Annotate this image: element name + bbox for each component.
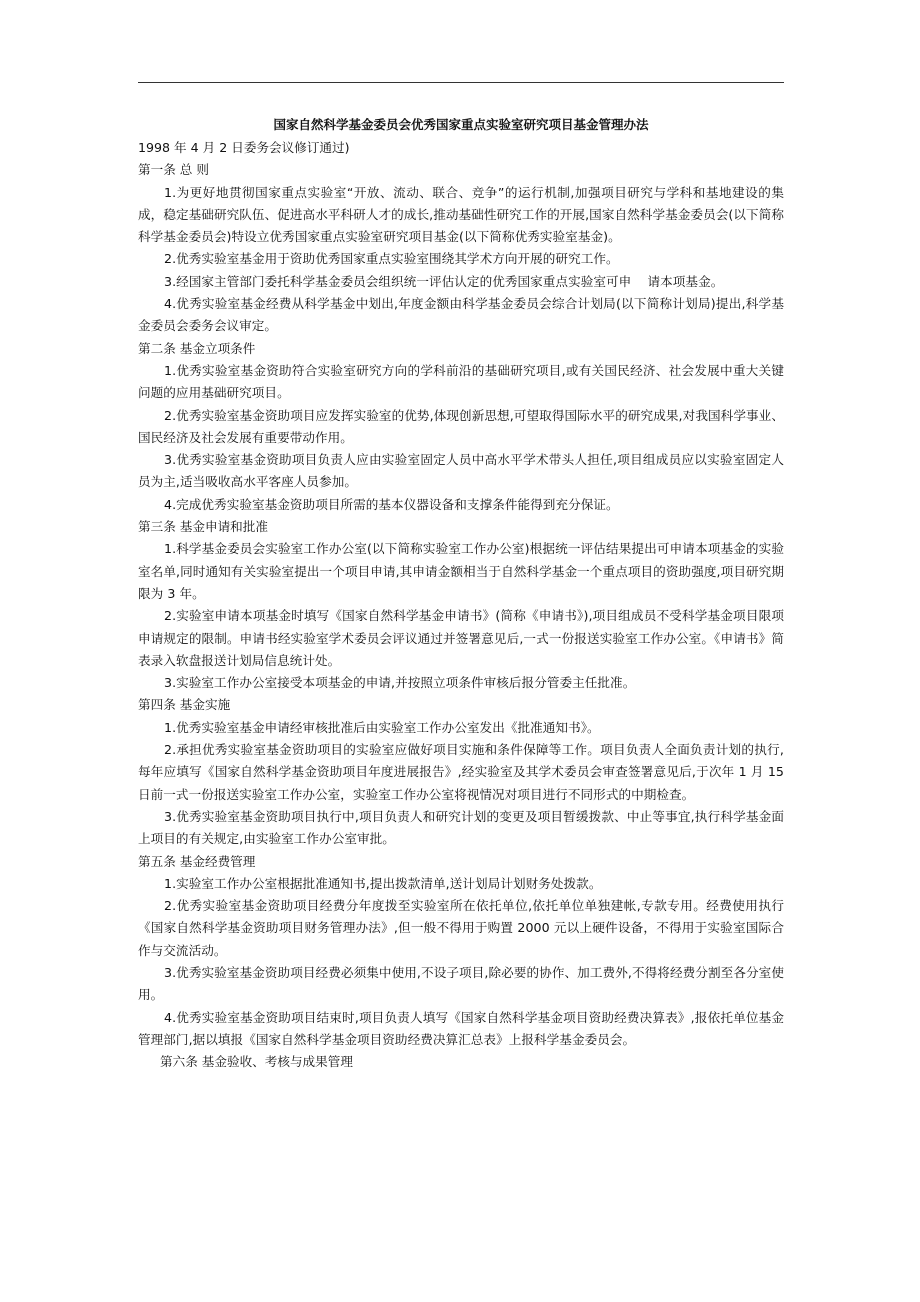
section-heading-4: 第四条 基金实施 xyxy=(138,697,231,713)
section-2-para-2: 2.优秀实验室基金资助项目应发挥实验室的优势,体现创新思想,可望取得国际水平的研究成果,对我国科学事业、国民经济及社会发展有重要带动作用。 xyxy=(138,407,784,445)
section-heading-6: 第六条 基金验收、考核与成果管理 xyxy=(160,1054,353,1070)
section-1-para-3: 3.经国家主管部门委托科学基金委员会组织统一评估认定的优秀国家重点实验室可申 请本项基金。 xyxy=(164,273,724,289)
section-5-para-1: 1.实验室工作办公室根据批准通知书,提出拨款清单,送计划局计划财务处拨款。 xyxy=(164,875,602,891)
section-5-para-3: 3.优秀实验室基金资助项目经费必须集中使用,不设子项目,除必要的协作、加工费外,不得将经费分割至各分室使用。 xyxy=(138,964,784,1003)
section-heading-2: 第二条 基金立项条件 xyxy=(138,340,256,356)
section-3-para-3: 3.实验室工作办公室接受本项基金的申请,并按照立项条件审核后报分管委主任批准。 xyxy=(164,675,636,691)
section-heading-5: 第五条 基金经费管理 xyxy=(138,853,256,869)
date-line: 1998 年 4 月 2 日委务会议修订通过) xyxy=(138,140,350,155)
section-1-para-1: 1.为更好地贯彻国家重点实验室“开放、流动、联合、竞争”的运行机制,加强项目研究与学科和基地建设的集成，稳定基础研究队伍、促进高水平科研人才的成长,推动基础性研究工作的开展,国家自然科学基金委员会(以下简称科学基金委员会)特设立优秀国家重点实验室研究项目基金(以下简称优秀实验室基金)。 xyxy=(138,184,784,245)
section-1-para-2: 2.优秀实验室基金用于资助优秀国家重点实验室围绕其学术方向开展的研究工作。 xyxy=(164,251,619,267)
section-5-para-4: 4.优秀实验室基金资助项目结束时,项目负责人填写《国家自然科学基金项目资助经费决算表》,报依托单位基金管理部门,据以填报《国家自然科学基金项目资助经费决算汇总表》上报科学基金委员会。 xyxy=(138,1009,784,1047)
section-2-para-3: 3.优秀实验室基金资助项目负责人应由实验室固定人员中高水平学术带头人担任,项目组成员应以实验室固定人员为主,适当吸收高水平客座人员参加。 xyxy=(138,452,784,490)
section-3-para-1: 1.科学基金委员会实验室工作办公室(以下简称实验室工作办公室)根据统一评估结果提出可申请本项基金的实验室名单,同时通知有关实验室提出一个项目申请,其申请金额相当于自然科学基金一个重点项目的资助强度,项目研究期限为 3 年。 xyxy=(138,541,784,601)
section-2-para-1: 1.优秀实验室基金资助符合实验室研究方向的学科前沿的基础研究项目,或有关国民经济、社会发展中重大关键问题的应用基础研究项目。 xyxy=(138,362,784,401)
top-rule xyxy=(138,82,784,83)
section-5-para-2: 2.优秀实验室基金资助项目经费分年度拨至实验室所在依托单位,依托单位单独建帐,专款专用。经费使用执行《国家自然科学基金资助项目财务管理办法》,但一般不得用于购置 2000 元以上硬件设备，不得用于实验室国际合作与交流活动。 xyxy=(138,898,784,958)
document-body xyxy=(138,113,784,1073)
section-heading-1: 第一条 总 则 xyxy=(138,162,209,178)
section-heading-3: 第三条 基金申请和批准 xyxy=(138,519,268,535)
section-1-para-4: 4.优秀实验室基金经费从科学基金中划出,年度金额由科学基金委员会综合计划局(以下简称计划局)提出,科学基金委员会委务会议审定。 xyxy=(138,296,784,334)
document-title: 国家自然科学基金委员会优秀国家重点实验室研究项目基金管理办法 xyxy=(273,117,649,132)
section-3-para-2: 2.实验室申请本项基金时填写《国家自然科学基金申请书》(简称《申请书》),项目组成员不受科学基金项目限项申请规定的限制。申请书经实验室学术委员会评议通过并签署意见后,一式一份报送实验室工作办公室。《申请书》简表录入软盘报送计划局信息统计处。 xyxy=(138,608,784,668)
section-2-para-4: 4.完成优秀实验室基金资助项目所需的基本仪器设备和支撑条件能得到充分保证。 xyxy=(164,496,619,512)
section-4-para-3: 3.优秀实验室基金资助项目执行中,项目负责人和研究计划的变更及项目暂缓拨款、中止等事宜,执行科学基金面上项目的有关规定,由实验室工作办公室审批。 xyxy=(138,808,784,847)
section-4-para-2: 2.承担优秀实验室基金资助项目的实验室应做好项目实施和条件保障等工作。项目负责人全面负责计划的执行,每年应填写《国家自然科学基金资助项目年度进展报告》,经实验室及其学术委员会审查签署意见后,于次年 1 月 15 日前一式一份报送实验室工作办公室，实验室工作办公室将视情况对项目进行不同形式的中期检查。 xyxy=(138,742,784,802)
section-4-para-1: 1.优秀实验室基金申请经审核批准后由实验室工作办公室发出《批准通知书》。 xyxy=(164,719,600,735)
